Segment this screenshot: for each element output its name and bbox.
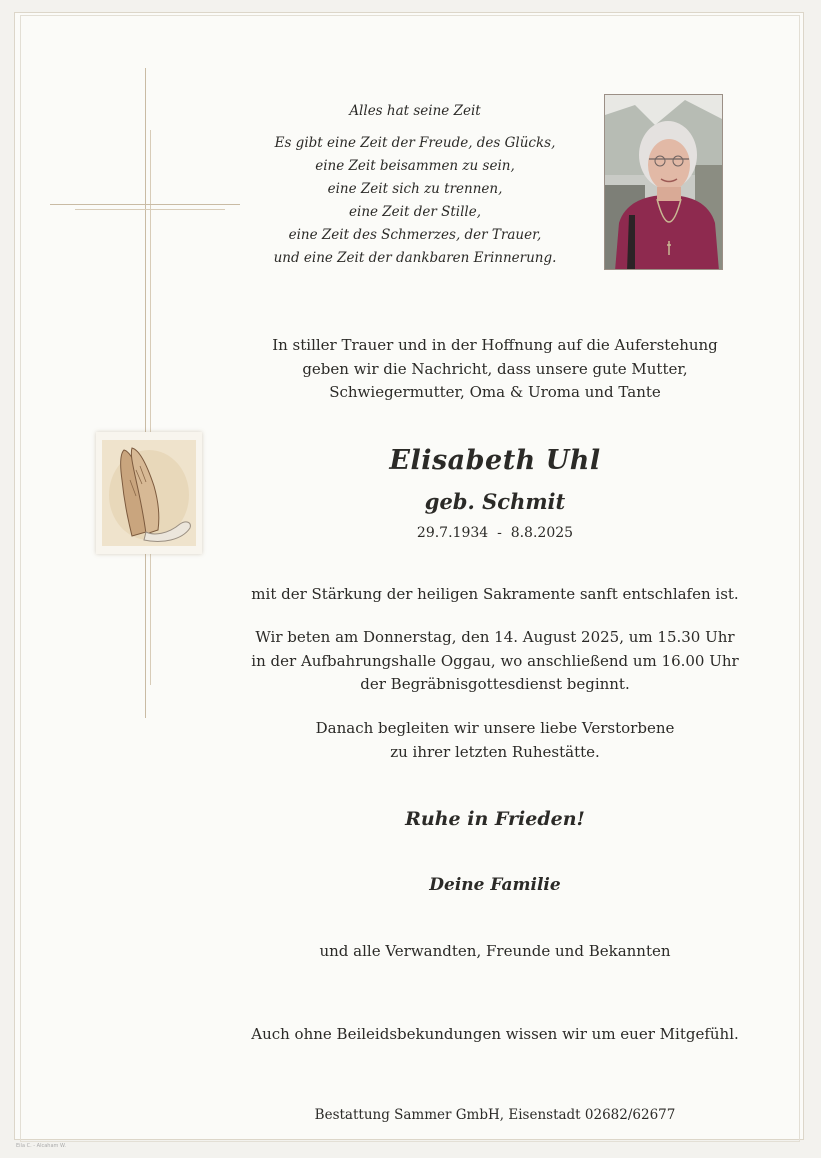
poem-line: Es gibt eine Zeit der Freude, des Glücks, xyxy=(274,135,556,151)
passing-text: mit der Stärkung der heiligen Sakramente sanft entschlafen ist. xyxy=(251,585,739,603)
service-line: in der Aufbahrungshalle Oggau, wo anschließend um 16.00 Uhr xyxy=(251,651,739,670)
burial-text xyxy=(200,717,790,764)
portrait-photo xyxy=(604,94,723,270)
small-print: Eila C. - Alcaham W. xyxy=(16,1143,66,1149)
service-line: Wir beten am Donnerstag, den 14. August 2025, um 15.30 Uhr xyxy=(255,628,735,646)
deceased-name: Elisabeth Uhl xyxy=(389,445,601,476)
burial-line: Danach begleiten wir unsere liebe Verstorbene xyxy=(315,719,675,737)
poem-line: eine Zeit des Schmerzes, der Trauer, xyxy=(288,227,542,243)
cross-icon-inner-vertical xyxy=(150,130,151,685)
cross-icon xyxy=(145,68,146,718)
maiden-name: geb. Schmit xyxy=(424,489,566,514)
condolences-note: Auch ohne Beileidsbekundungen wissen wir um euer Mitgefühl. xyxy=(251,1025,739,1043)
burial-line: zu ihrer letzten Ruhestätte. xyxy=(390,742,600,761)
poem xyxy=(240,100,590,270)
rest-in-peace: Ruhe in Frieden! xyxy=(405,808,585,830)
relatives-text: und alle Verwandten, Freunde und Bekannten xyxy=(319,942,671,960)
announcement-intro xyxy=(200,334,790,405)
intro-line: In stiller Trauer und in der Hoffnung auf die Auferstehung xyxy=(272,336,718,354)
family-signature: Deine Familie xyxy=(429,875,561,895)
intro-line: geben wir die Nachricht, dass unsere gute Mutter, xyxy=(302,359,688,378)
poem-title: Alles hat seine Zeit xyxy=(349,103,481,119)
service-details xyxy=(200,626,790,697)
life-dates: 29.7.1934 - 8.8.2025 xyxy=(416,525,574,541)
poem-line: eine Zeit der Stille, xyxy=(349,204,481,220)
praying-hands-icon xyxy=(96,432,202,554)
cross-icon-horizontal xyxy=(50,204,240,205)
poem-line: und eine Zeit der dankbaren Erinnerung. xyxy=(273,250,557,266)
poem-line: eine Zeit beisammen zu sein, xyxy=(315,158,515,174)
poem-line: eine Zeit sich zu trennen, xyxy=(327,181,503,197)
undertaker-info: Bestattung Sammer GmbH, Eisenstadt 02682/62677 xyxy=(314,1107,676,1123)
service-line: der Begräbnisgottesdienst beginnt. xyxy=(360,675,630,693)
intro-line: Schwiegermutter, Oma & Uroma und Tante xyxy=(329,383,661,401)
cross-icon-inner-horizontal xyxy=(75,209,225,210)
